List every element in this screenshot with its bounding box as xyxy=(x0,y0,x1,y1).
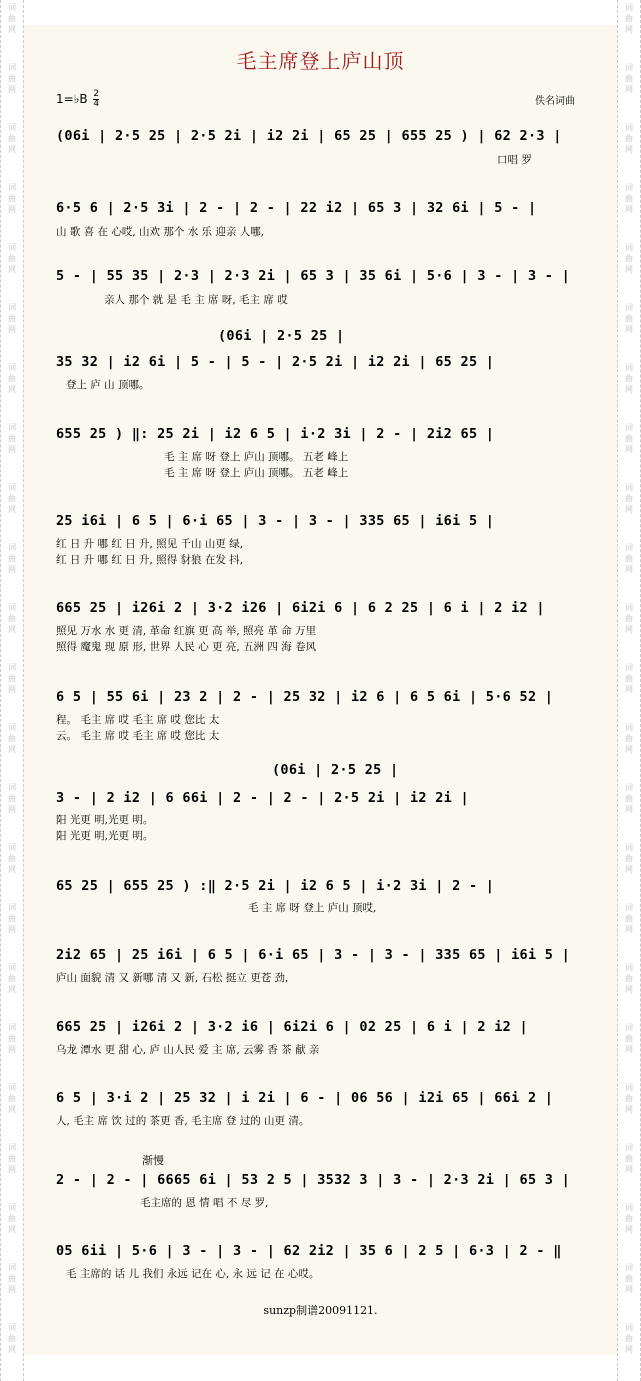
watermark-text: 词 曲 网 xyxy=(625,303,633,334)
watermark-text: 词 曲 网 xyxy=(8,243,16,274)
notation-line: 665 25 | i26i 2 | 3·2 i6 | 6i2i 6 | 02 25 | 6 i | 2 i2 | xyxy=(56,1019,528,1035)
right-margin-strip xyxy=(617,0,641,1381)
key-signature xyxy=(56,90,99,109)
notation-line: 6 5 | 55 6i | 23 2 | 2 - | 25 32 | i2 6 | 6 5 6i | 5·6 52 | xyxy=(56,689,554,705)
watermark-text: 词 曲 网 xyxy=(8,1023,16,1054)
watermark-text: 词 曲 网 xyxy=(8,63,16,94)
watermark-text: 词 曲 网 xyxy=(625,243,633,274)
watermark-text: 词 曲 网 xyxy=(8,423,16,454)
watermark-text: 词 曲 网 xyxy=(625,123,633,154)
watermark-text: 词 曲 网 xyxy=(625,663,633,694)
lyric-line: 毛 主 席 呀 登上 庐山 顶哎, xyxy=(248,902,377,914)
watermark-text: 词 曲 网 xyxy=(8,1203,16,1234)
notation-line: 35 32 | i2 6i | 5 - | 5 - | 2·5 2i | i2 2i | 65 25 | xyxy=(56,354,495,370)
lyric-line: 照得 魔鬼 现 原 形, 世界 人民 心 更 亮, 五洲 四 海 卷风 xyxy=(56,641,317,653)
time-signature-bottom: 4 xyxy=(93,99,100,109)
notation-line: 2i2 65 | 25 i6i | 6 5 | 6·i 65 | 3 - | 3 - | 335 65 | i6i 5 | xyxy=(56,947,571,963)
watermark-text: 词 曲 网 xyxy=(625,1143,633,1174)
lyric-line: 毛 主席的 话 儿 我们 永远 记在 心, 永 远 记 在 心哎。 xyxy=(66,1268,320,1280)
lyric-line: 乌龙 潭水 更 甜 心, 庐 山人民 爱 主 席, 云雾 香 茶 献 亲 xyxy=(56,1044,320,1056)
watermark-text: 词 曲 网 xyxy=(625,783,633,814)
tempo-marking: 渐慢 xyxy=(142,1154,164,1167)
watermark-text: 词 曲 网 xyxy=(8,663,16,694)
watermark-text: 词 曲 网 xyxy=(625,603,633,634)
watermark-text: 词 曲 网 xyxy=(8,903,16,934)
watermark-text: 词 曲 网 xyxy=(8,3,16,34)
watermark-text: 词 曲 网 xyxy=(8,963,16,994)
watermark-text: 词 曲 网 xyxy=(625,963,633,994)
watermark-text: 词 曲 网 xyxy=(625,423,633,454)
watermark-text: 词 曲 网 xyxy=(625,1023,633,1054)
watermark-text: 词 曲 网 xyxy=(8,1143,16,1174)
watermark-text: 词 曲 网 xyxy=(625,1083,633,1114)
time-signature-top: 2 xyxy=(93,89,100,99)
key-label: 1=♭B xyxy=(56,92,88,106)
left-margin-strip xyxy=(0,0,24,1381)
notation-line: 65 25 | 655 25 ) :‖ 2·5 2i | i2 6 5 | i·2 3i | 2 - | xyxy=(56,878,495,894)
lyric-line: 红 日 升 哪 红 日 升, 照得 豺狼 在发 抖, xyxy=(56,554,244,566)
watermark-text: 词 曲 网 xyxy=(8,1263,16,1294)
lyric-line: 红 日 升 哪 红 日 升, 照见 千山 山更 绿, xyxy=(56,538,244,550)
lyric-line: 口唱 罗 xyxy=(497,154,532,166)
transcriber-footer: sunzp制谱20091121. xyxy=(263,1304,378,1317)
lyric-line: 云。 毛主 席 哎 毛主 席 哎 您比 太 xyxy=(56,730,220,742)
time-signature xyxy=(93,90,99,109)
notation-line: 655 25 ) ‖: 25 2i | i2 6 5 | i·2 3i | 2 - | 2i2 65 | xyxy=(56,426,495,442)
watermark-text: 词 曲 网 xyxy=(625,843,633,874)
lyric-line: 照见 万水 水 更 清, 革命 红旗 更 高 举, 照亮 革 命 万里 xyxy=(56,625,317,637)
lyric-line: 亲人 那个 就 是 毛 主 席 呀, 毛主 席 哎 xyxy=(104,294,288,306)
watermark-text: 词 曲 网 xyxy=(625,723,633,754)
notation-line: 665 25 | i26i 2 | 3·2 i26 | 6i2i 6 | 6 2 25 | 6 i | 2 i2 | xyxy=(56,600,545,616)
lyric-line: 阳 光更 明,光更 明。 xyxy=(56,814,154,826)
notation-line: 05 6ii | 5·6 | 3 - | 3 - | 62 2i2 | 35 6 | 2 5 | 6·3 | 2 - ‖ xyxy=(56,1243,562,1259)
watermark-text: 词 曲 网 xyxy=(8,183,16,214)
lyric-line: 毛主席的 恩 情 唱 不 尽 罗, xyxy=(140,1197,269,1209)
notation-line: 3 - | 2 i2 | 6 66i | 2 - | 2 - | 2·5 2i | i2 2i | xyxy=(56,790,469,806)
lyric-line: 山 歌 喜 在 心哎, 山欢 那个 水 乐 迎亲 人哪, xyxy=(56,226,265,238)
watermark-text: 词 曲 网 xyxy=(8,303,16,334)
notation-line: 2 - | 2 - | 6665 6i | 53 2 5 | 3532 3 | 3 - | 2·3 2i | 65 3 | xyxy=(56,1172,571,1188)
watermark-text: 词 曲 网 xyxy=(625,1263,633,1294)
lyric-line: 毛 主 席 呀 登上 庐山 顶哪。 五老 峰上 xyxy=(164,467,349,479)
watermark-text: 词 曲 网 xyxy=(8,123,16,154)
watermark-text: 词 曲 网 xyxy=(8,483,16,514)
lyric-line: 程。 毛主 席 哎 毛主 席 哎 您比 太 xyxy=(56,714,220,726)
watermark-text: 词 曲 网 xyxy=(625,1203,633,1234)
notation-line: 6 5 | 3·i 2 | 25 32 | i 2i | 6 - | 06 56 | i2i 65 | 66i 2 | xyxy=(56,1090,554,1106)
song-title: 毛主席登上庐山顶 xyxy=(236,49,405,73)
watermark-text: 词 曲 网 xyxy=(8,843,16,874)
lyric-line: 人, 毛主 席 饮 过的 茶更 香, 毛主席 登 过的 山更 清。 xyxy=(56,1115,310,1127)
watermark-text: 词 曲 网 xyxy=(625,903,633,934)
watermark-text: 词 曲 网 xyxy=(8,783,16,814)
watermark-text: 词 曲 网 xyxy=(625,483,633,514)
notation-line: 25 i6i | 6 5 | 6·i 65 | 3 - | 3 - | 335 65 | i6i 5 | xyxy=(56,513,495,529)
watermark-text: 词 曲 网 xyxy=(625,63,633,94)
watermark-text: 词 曲 网 xyxy=(625,363,633,394)
watermark-text: 词 曲 网 xyxy=(8,723,16,754)
lyric-line: 毛 主 席 呀 登上 庐山 顶哪。 五老 峰上 xyxy=(164,451,349,463)
watermark-text: 词 曲 网 xyxy=(8,1323,16,1354)
lyric-line: 庐山 面貌 清 又 新哪 清 又 新, 石松 挺立 更苍 劲, xyxy=(56,972,289,984)
notation-line: (06i | 2·5 25 | 2·5 2i | i2 2i | 65 25 | 655 25 ) | 62 2·3 | xyxy=(56,128,562,144)
notation-line: (06i | 2·5 25 | xyxy=(272,762,399,778)
watermark-text: 词 曲 网 xyxy=(8,1083,16,1114)
watermark-text: 词 曲 网 xyxy=(8,363,16,394)
notation-line: 6·5 6 | 2·5 3i | 2 - | 2 - | 22 i2 | 65 3 | 32 6i | 5 - | xyxy=(56,200,537,216)
composer-credit: 佚名词曲 xyxy=(535,96,575,107)
watermark-text: 词 曲 网 xyxy=(625,543,633,574)
watermark-text: 词 曲 网 xyxy=(625,183,633,214)
watermark-text: 词 曲 网 xyxy=(625,3,633,34)
notation-line: (06i | 2·5 25 | xyxy=(218,328,345,344)
lyric-line: 阳 光更 明,光更 明。 xyxy=(56,830,154,842)
watermark-text: 词 曲 网 xyxy=(8,603,16,634)
notation-line: 5 - | 55 35 | 2·3 | 2·3 2i | 65 3 | 35 6i | 5·6 | 3 - | 3 - | xyxy=(56,268,571,284)
watermark-text: 词 曲 网 xyxy=(625,1323,633,1354)
watermark-text: 词 曲 网 xyxy=(8,543,16,574)
lyric-line: 登上 庐 山 顶哪。 xyxy=(66,379,150,391)
